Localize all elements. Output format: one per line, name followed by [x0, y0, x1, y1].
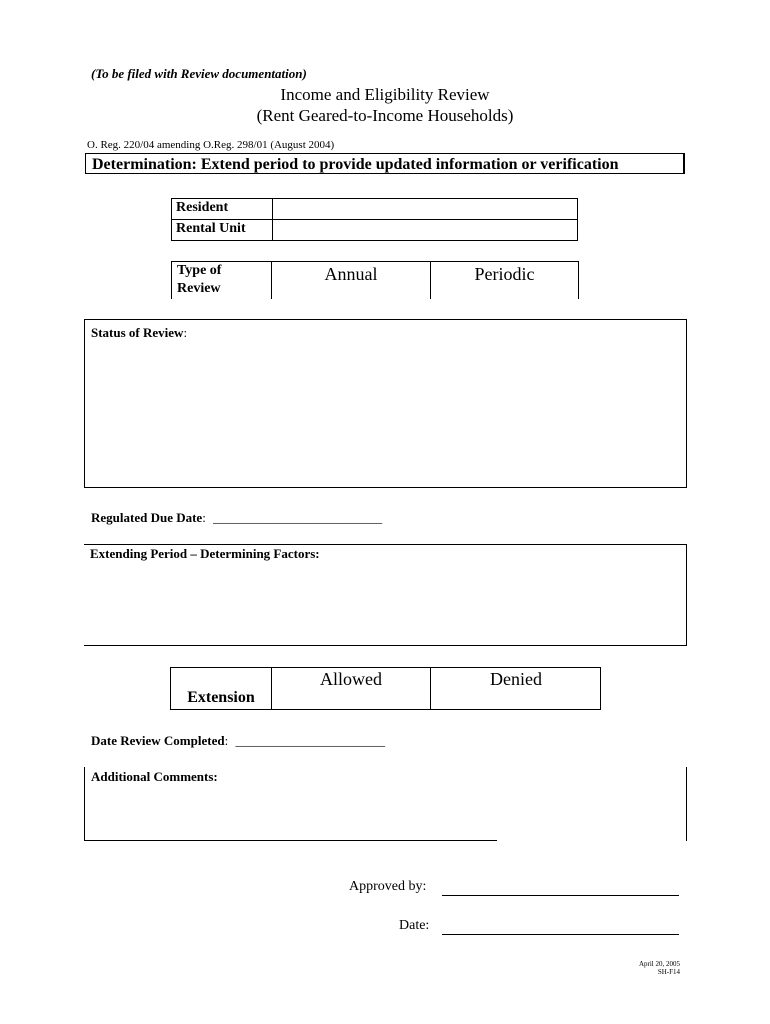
additional-comments-box[interactable] — [84, 767, 687, 841]
approved-by-label: Approved by: — [349, 879, 427, 894]
date-field[interactable] — [442, 934, 679, 935]
type-of-review-label-line2: Review — [177, 281, 221, 296]
annual-option[interactable]: Annual — [324, 264, 378, 284]
approved-by-field[interactable] — [442, 895, 679, 896]
type-of-review-table — [171, 261, 579, 299]
rental-unit-row — [171, 219, 578, 240]
date-review-completed-label: Date Review Completed — [91, 733, 225, 748]
allowed-option[interactable]: Allowed — [320, 669, 382, 689]
extending-period-box[interactable] — [84, 544, 687, 646]
status-of-review-label: Status of Review: — [91, 325, 188, 340]
regulated-due-date: Regulated Due Date: __________________________ — [91, 510, 383, 525]
date-label: Date: — [399, 918, 430, 933]
denied-option[interactable]: Denied — [490, 669, 542, 689]
footer-form-code: SH-F14 — [657, 968, 680, 976]
date-review-completed-field[interactable]: _______________________ — [235, 733, 385, 748]
additional-comments-label: Additional Comments: — [91, 769, 218, 784]
regulated-due-date-field[interactable]: __________________________ — [213, 510, 383, 525]
extending-period-label: Extending Period – Determining Factors: — [90, 546, 320, 561]
determination-heading: Determination: Extend period to provide updated information or verification — [85, 153, 685, 174]
periodic-option[interactable]: Periodic — [474, 264, 535, 284]
resident-table — [171, 198, 578, 241]
extension-table — [170, 667, 601, 710]
form-subtitle: (Rent Geared-to-Income Households) — [256, 106, 514, 125]
regulation-reference: O. Reg. 220/04 amending O.Reg. 298/01 (August 2004) — [87, 139, 335, 151]
rental-unit-label: Rental Unit — [176, 221, 246, 236]
filing-instruction: (To be filed with Review documentation) — [91, 66, 307, 81]
resident-field[interactable] — [277, 200, 573, 217]
status-of-review-box[interactable] — [84, 319, 687, 488]
regulated-due-date-label: Regulated Due Date — [91, 510, 203, 525]
rental-unit-field[interactable] — [277, 221, 573, 238]
date-review-completed: Date Review Completed: _______________________ — [91, 733, 385, 748]
type-of-review-label-line1: Type of — [177, 263, 222, 278]
footer-date: April 20, 2005 — [638, 960, 680, 968]
form-title: Income and Eligibility Review — [280, 85, 490, 104]
resident-row — [171, 198, 578, 219]
resident-label: Resident — [176, 200, 229, 215]
extension-label: Extension — [187, 689, 255, 706]
